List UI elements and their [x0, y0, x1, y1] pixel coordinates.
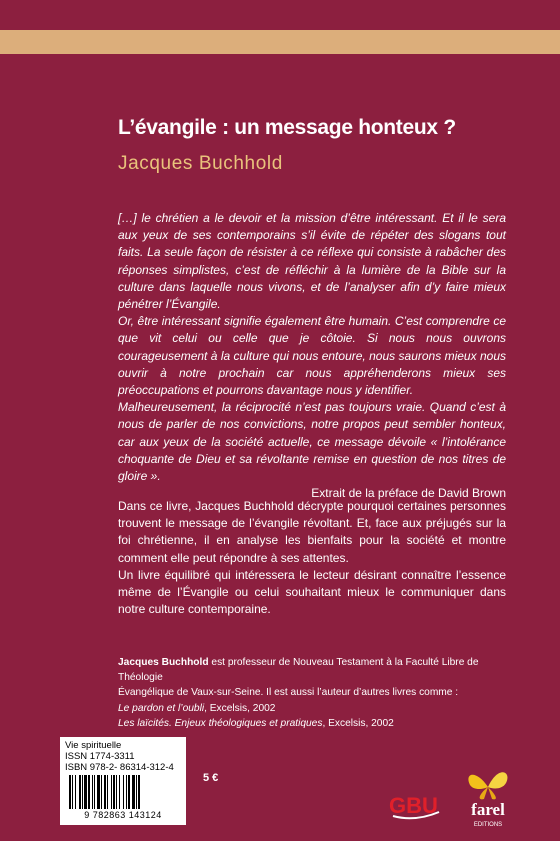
bio-book-title: Les laïcités. Enjeux théologiques et pratiques: [118, 717, 323, 729]
bio-book-publisher: , Excelsis, 2002: [204, 702, 276, 714]
excerpt-paragraph: Malheureusement, la réciprocité n’est pas toujours vraie. Quand c’est à nous de parler de nos convictions, notre propos peut sembler honteux, car aux yeux de la société actuelle, ce message dévoile « l’intolérance choquante de Dieu et sa révoltante remise en question de nos titres de gloire ».: [118, 400, 506, 484]
gbu-logo: [387, 786, 443, 820]
author-bio: [118, 655, 518, 731]
barcode-bar: [94, 775, 95, 809]
barcode-bar: [104, 775, 106, 809]
barcode-bar: [116, 775, 117, 809]
barcode-issn: ISSN 1774-3311: [65, 751, 135, 762]
bio-author-name: Jacques Buchhold: [118, 657, 209, 668]
preface-excerpt: [118, 210, 506, 502]
barcode-bar: [113, 775, 115, 809]
barcode-bar: [92, 775, 93, 809]
bio-book: [118, 701, 518, 716]
barcode-bar: [123, 775, 124, 809]
book-summary: [118, 498, 506, 618]
barcode-bar: [84, 775, 87, 809]
summary-paragraph: Un livre équilibré qui intéressera le lecteur désirant connaître l’essence même de l’Évangile ou celui souhaitant mieux le communiquer dans notre culture contemporaine.: [118, 567, 506, 617]
barcode-bar: [126, 775, 127, 809]
excerpt-paragraph: Or, être intéressant signifie également être humain. C’est comprendre ce que vit celui ou celle que je côtoie. Si nous nous ouvrons courageusement à la culture qui nous entoure, nous saurons mieux nous ouvrir à notre prochain car nous appréhenderons mieux ses préoccupations et pourrons davantage nous y identifier.: [118, 314, 506, 398]
barcode-bar: [132, 775, 135, 809]
barcode-bar: [119, 775, 120, 809]
bio-line: Évangélique de Vaux-sur-Seine. Il est aussi l’auteur d’autres livres comme :: [118, 687, 459, 699]
bio-book-publisher: , Excelsis, 2002: [322, 717, 394, 729]
barcode-bar: [107, 775, 108, 809]
price: 5 €: [203, 772, 219, 784]
bio-line: [118, 655, 518, 685]
excerpt-source: Extrait de la préface de David Brown: [311, 486, 506, 501]
book-title: L’évangile : un message honteux ?: [118, 116, 456, 139]
barcode-bar: [138, 775, 140, 809]
bio-book-title: Le pardon et l’oubli: [118, 702, 205, 714]
barcode-digits: 9 782863 143124: [84, 810, 162, 820]
barcode-label: [60, 737, 186, 825]
barcode-bar: [101, 775, 102, 809]
barcode-bar: [69, 775, 71, 809]
barcode-bar: [97, 775, 100, 809]
barcode-bar: [82, 775, 83, 809]
summary-paragraph: Dans ce livre, Jacques Buchhold décrypte pourquoi certaines personnes trouvent le message de l’évangile révoltant. Et, face aux préjugés sur la foi chrétienne, il en analyse les bienfaits pour la société et montre comment elle peut répondre à ses attentes.: [118, 499, 506, 565]
bio-book: [118, 716, 518, 731]
gold-stripe: [0, 30, 560, 54]
barcode-bar: [111, 775, 112, 809]
barcode-isbn: ISBN 978-2- 86314-312-4: [65, 762, 174, 773]
barcode-bar: [128, 775, 130, 809]
farel-logo: [462, 763, 514, 829]
top-band: [0, 0, 560, 30]
barcode-bars: [68, 775, 178, 809]
barcode-category: Vie spirituelle: [65, 740, 122, 751]
barcode-bar: [88, 775, 90, 809]
barcode-bar: [136, 775, 137, 809]
book-author: Jacques Buchhold: [118, 153, 283, 174]
gbu-logo-text: GBU: [389, 793, 438, 818]
farel-logo-text: farel: [471, 800, 505, 819]
farel-logo-subtext: EDITIONS: [473, 822, 503, 828]
butterfly-icon: [468, 772, 507, 799]
bio-text: est professeur de Nouveau Testament à la Faculté Libre de Théologie: [118, 657, 479, 684]
barcode-bar: [72, 775, 73, 809]
barcode-bar: [75, 775, 76, 809]
excerpt-paragraph: […] le chrétien a le devoir et la mission d’être intéressant. Et il le sera aux yeux de ses contemporains s’il évite de répéter des slogans tout faits. La seule façon de résister à ce réflexe qui consiste à rabâcher des réponses simplistes, c’est de réfléchir à la lumière de la Bible sur la culture dans laquelle nous vivons, et de l’analyser afin d’y faire mieux pénétrer l’Évangile.: [118, 211, 506, 312]
barcode-bar: [79, 775, 81, 809]
